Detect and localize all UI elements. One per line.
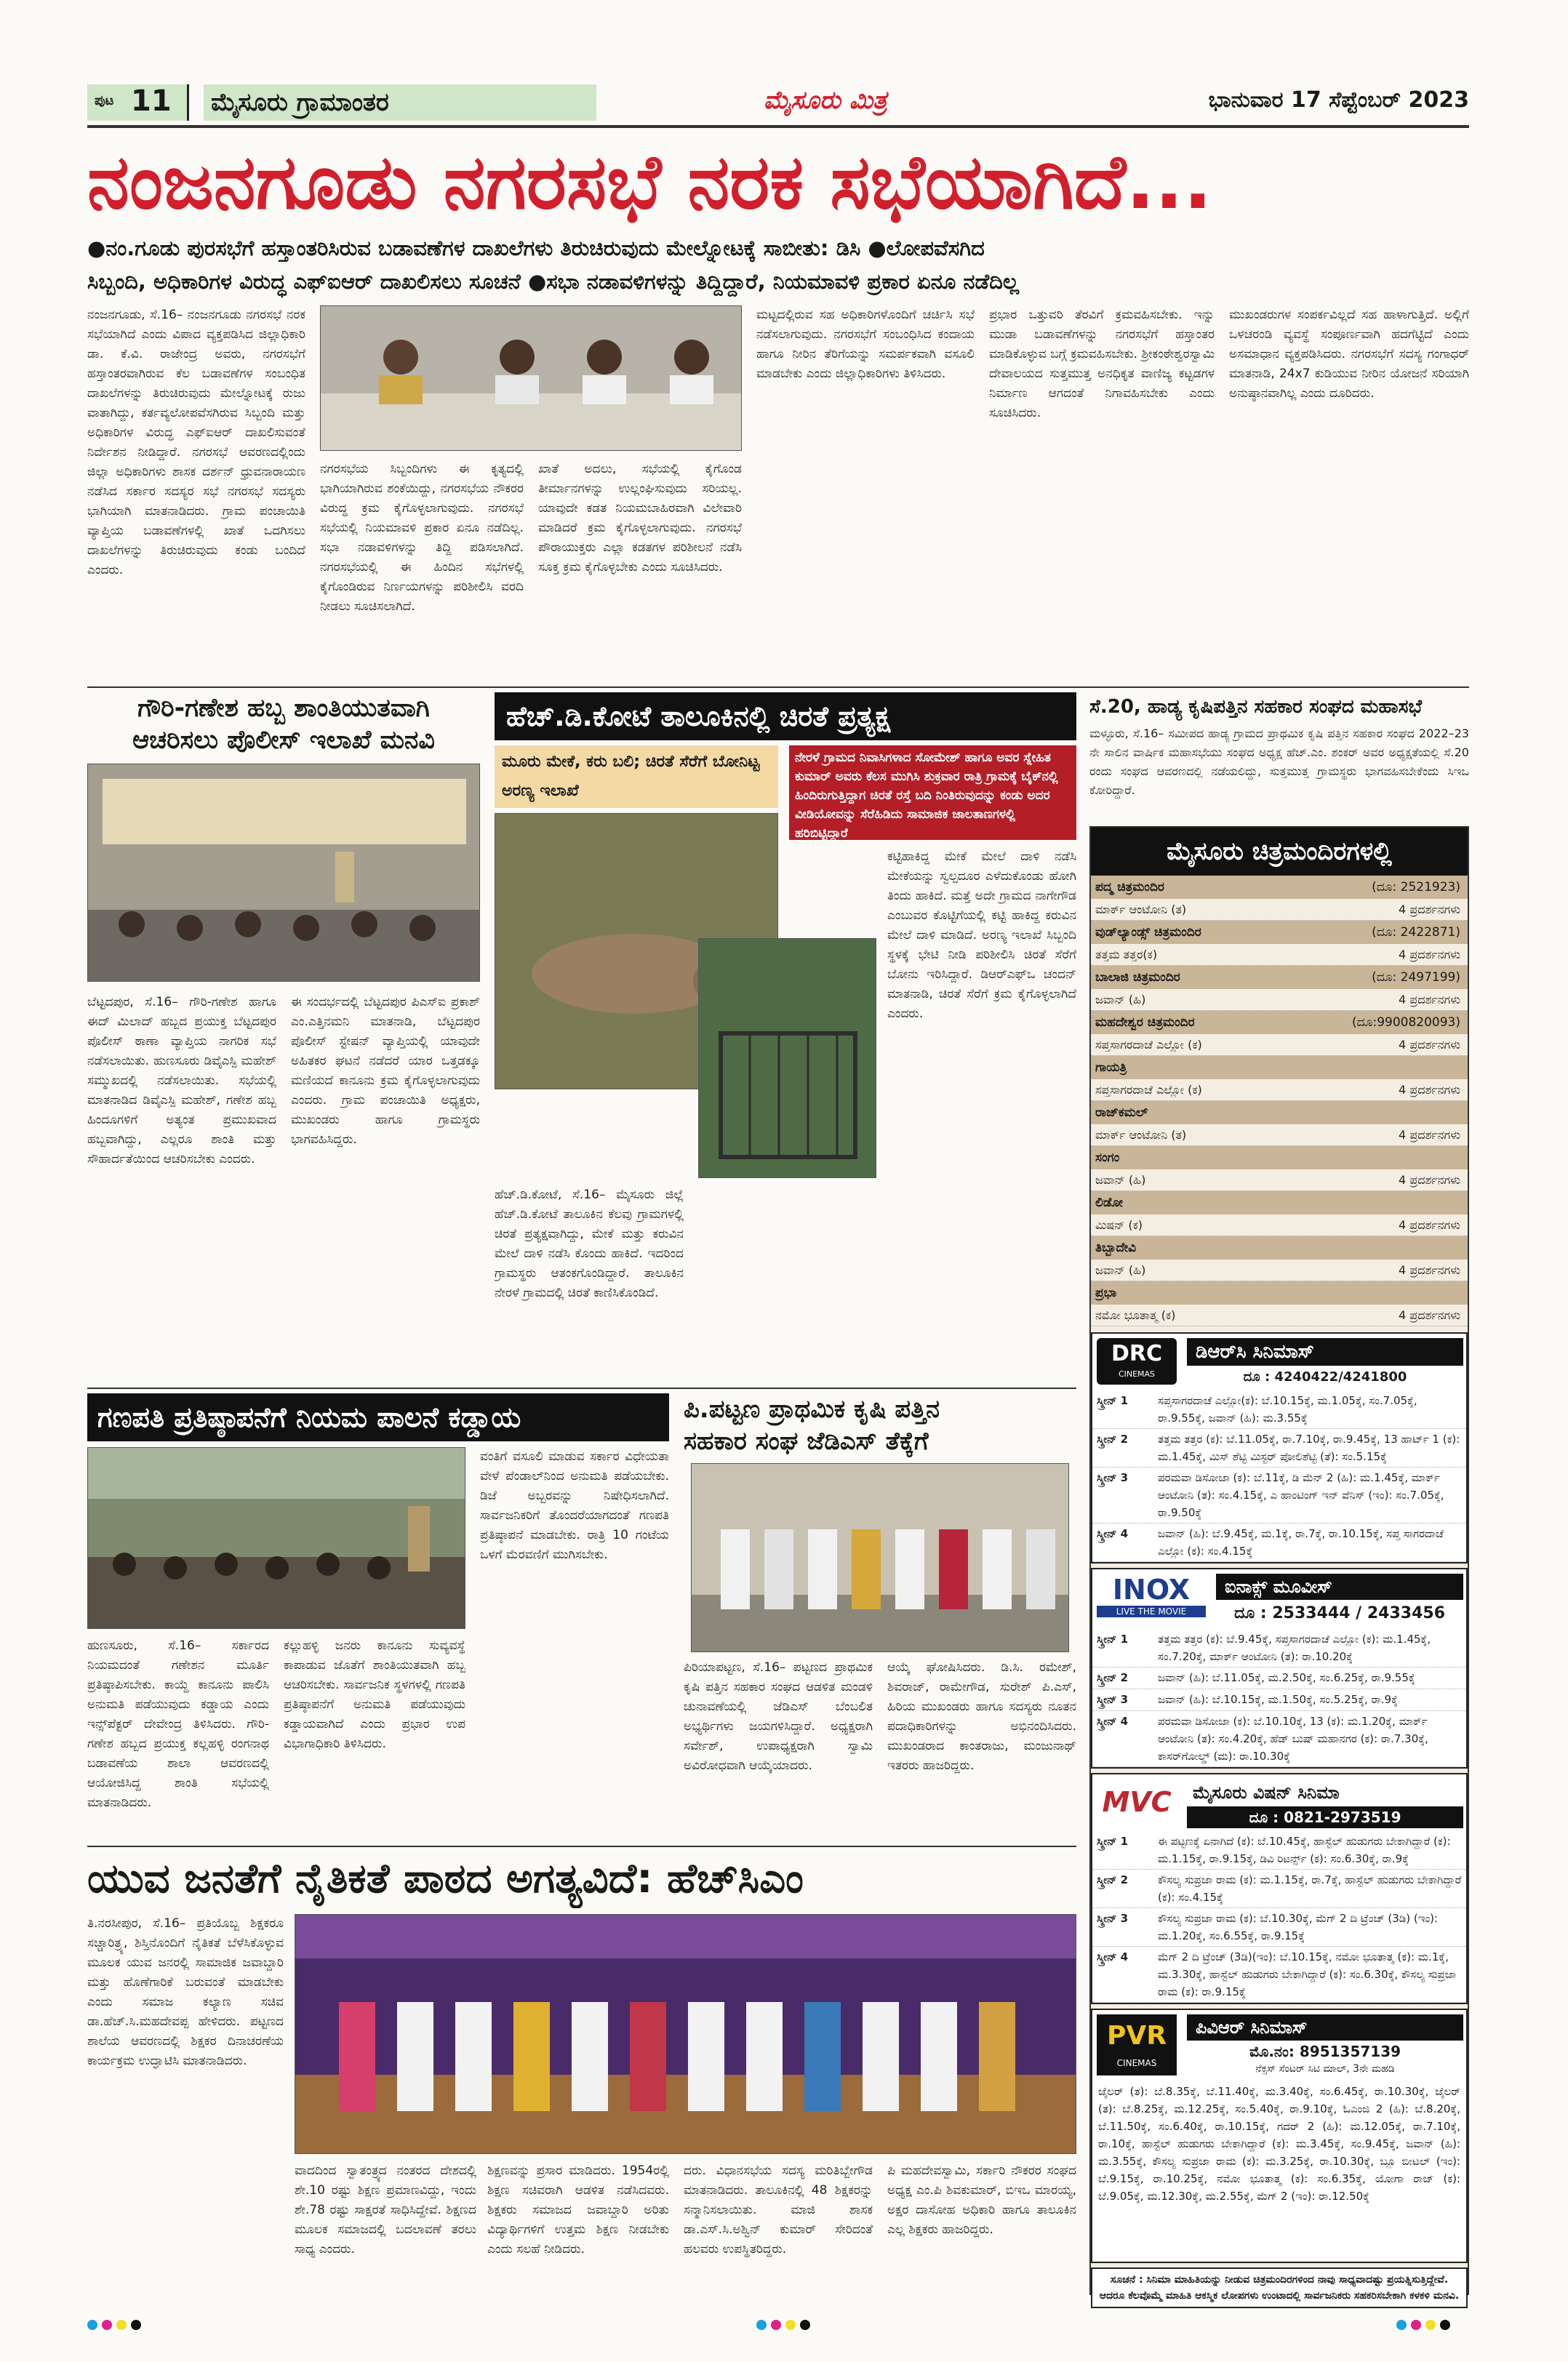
theatre-name-text: ತಿಬ್ಬಾದೇವಿ [1095,1241,1137,1255]
reg-dot-yellow-center [785,2320,796,2330]
ganesha-meeting-photo [87,764,480,982]
theatre-name [1091,1011,1468,1034]
film-show-count: 4 ಪ್ರದರ್ಶನಗಳು [1399,1083,1460,1097]
reg-dot-magenta-right [1411,2320,1421,2330]
screen-showtimes: ತತ್ತಮ ತತ್ತರ (ಕ): ಬೆ.11.05ಕ್ಕೆ, ರಾ.7.10ಕ್ಕೆ, ರಾ.9.45ಕ್ಕೆ, 13 ಹಾರ್ಟ್ 1 (ಕ): ಮ.1.45ಕ್ಕೆ, ಮಿಸ್ ಶೆಟ್ಟಿ ಮಿಸ್ಟರ್ ಪೋಲಿಶೆಟ್ಟಿ (ತೆ): ಸಂ.5.15ಕ್ಕೆ [1158,1433,1460,1463]
drc-logo: DRC CINEMAS [1097,1338,1177,1385]
pvr-name: ಪಿವಿಆರ್ ಸಿನಿಮಾಸ್ [1187,2014,1463,2041]
screen-label: ಸ್ಕ್ರೀನ್ 4 [1097,1715,1129,1728]
youth-col-3: ಶಿಕ್ಷಣವನ್ನು ಪ್ರಸಾರ ಮಾಡಿದರು. 1954ರಲ್ಲಿ ಶಿಕ್ಷಣ ಸಚಿವರಾಗಿ ಆಡಳಿತ ನಡೆಸಿದವರು. ಶಿಕ್ಷಕರು ಸಮಾಜದ ಜವಾಬ್ದಾರಿ ಅರಿತು ವಿದ್ಯಾರ್ಥಿಗಳಿಗೆ ಉತ್ತಮ ಶಿಕ್ಷಣ ನೀಡಬೇಕು ಎಂದು ಸಲಹೆ ನೀಡಿದರು. [487,2163,669,2257]
masthead [87,81,1469,125]
leopard-headline: ಹೆಚ್.ಡಿ.ಕೋಟೆ ತಾಲೂಕಿನಲ್ಲಿ ಚಿರತೆ ಪ್ರತ್ಯಕ್ಷ [495,692,1076,740]
theatre-phone: (ದೂ: 2422871) [1372,925,1460,940]
ganapati-col-2: ಹುಣಸೂರು, ಸೆ.16– ಸರ್ಕಾರದ ನಿಯಮದಂತೆ ಗಣೇಶನ ಮೂರ್ತಿ ಪ್ರತಿಷ್ಠಾಪಿಸಬೇಕು. ಕಾಯ್ದೆ ಕಾನೂನು ಪಾಲಿಸಿ ಅನುಮತಿ ಪಡೆಯುವುದು ಕಡ್ಡಾಯ ಎಂದು ಇನ್ಸ್‌ಪೆಕ್ಟರ್ ದೇವೇಂದ್ರ ತಿಳಿಸಿದರು. ಗೌರಿ-ಗಣೇಶ ಹಬ್ಬದ ಪ್ರಯುಕ್ತ ಕಲ್ಲಹಳ್ಳಿ ರಂಗನಾಥ ಬಡಾವಣೆಯ ಶಾಲಾ ಆವರಣದಲ್ಲಿ ಆಯೋಜಿಸಿದ್ದ ಶಾಂತಿ ಸಭೆಯಲ್ಲಿ ಮಾತನಾಡಿದರು. [87,1638,269,1810]
screen-label: ಸ್ಕ್ರೀನ್ 4 [1097,1950,1129,1963]
theatre-name [1091,876,1468,899]
screen-label: ಸ್ಕ್ರೀನ್ 1 [1097,1394,1129,1407]
film-show-count: 4 ಪ್ರದರ್ಶನಗಳು [1399,1263,1460,1277]
ganesha-col-1: ಬೆಟ್ಟದಪುರ, ಸೆ.16– ಗೌರಿ-ಗಣೇಶ ಹಾಗೂ ಈದ್ ಮಿಲಾದ್ ಹಬ್ಬದ ಪ್ರಯುಕ್ತ ಬೆಟ್ಟದಪುರ ಪೊಲೀಸ್ ಠಾಣಾ ವ್ಯಾಪ್ತಿಯ ನಾಗರಿಕ ಸಭೆ ನಡೆಸಲಾಯಿತು. ಹುಣಸೂರು ಡಿವೈಎಸ್ಪಿ ಮಹೇಶ್ ಸಮ್ಮುಖದಲ್ಲಿ ನಡೆಸಲಾಯಿತು. ಸಭೆಯಲ್ಲಿ ಮಾತನಾಡಿದ ಡಿವೈಎಸ್ಪಿ ಮಹೇಶ್, ಗಣೇಶ ಹಬ್ಬ ಹಿಂದೂಗಳಿಗೆ ಅತ್ಯಂತ ಪ್ರಮುಖವಾದ ಹಬ್ಬವಾಗಿದ್ದು, ಎಲ್ಲರೂ ಶಾಂತಿ ಮತ್ತು ಸೌಹಾರ್ದತೆಯಿಂದ ಆಚರಿಸಬೇಕು ಎಂದರು. [87,995,276,1166]
lead-col-1: ನಂಜನಗೂಡು, ಸೆ.16– ನಂಜನಗೂಡು ನಗರಸಭೆ ನರಕ ಸಭೆಯಾಗಿದೆ ಎಂದು ವಿಪಾದ ವ್ಯಕ್ತಪಡಿಸಿದ ಜಿಲ್ಲಾಧಿಕಾರಿ ಡಾ. ಕೆ.ವಿ. ರಾಜೇಂದ್ರ ಅವರು, ನಗರಸಭೆಗೆ ಹಸ್ತಾಂತರವಾಗಿರುವ ಕೆಲ ಬಡಾವಣೆಗಳ ಸಂಬಂಧಿತ ದಾಖಲೆಗಳನ್ನು ತಿರುಚಿರುವುದು ಮೇಲ್ನೋಟಕ್ಕೆ ರುಜು ವಾತಾಗಿದ್ದು, ಕರ್ತವ್ಯಲೋಪವೆಸಗಿರುವ ಸಿಬ್ಬಂದಿ ಮತ್ತು ಅಧಿಕಾರಿಗಳ ವಿರುದ್ಧ ಎಫ್‌ಐಆರ್ ದಾಖಲಿಸುವಂತೆ ನಿರ್ದೇಶನ ನೀಡಿದ್ದಾರೆ. ನಗರಸಭೆ ಆವರಣದಲ್ಲಿಂದು ಜಿಲ್ಲಾ ಅಧಿಕಾರಿಗಳು ಶಾಸಕ ದರ್ಶನ್ ಧ್ರುವನಾರಾಯಣ ನಡೆಸಿದ ಸರ್ಕಾರ ಸದಸ್ಯರ ಸಭೆ ನಗರಸಭೆ ಸದಸ್ಯರು ಭಾಗಿಯಾಗಿ ಮಾತನಾಡಿದರು. ಗ್ರಾಮ ಪಂಚಾಯಿತಿ ವ್ಯಾಪ್ತಿಯ ಬಡಾವಣೆಗಳಲ್ಲಿ ಖಾತೆ ಒದಗಿಸಲು ದಾಖಲೆಗಳನ್ನು ತಿರುಚಿರುವುದು ಕಂಡು ಬಂದಿದೆ ಎಂದರು. [87,308,305,577]
ganapati-photo-graphic [88,1448,465,1629]
section-title: ಮೈಸೂರು ಗ್ರಾಮಾಂತರ [204,84,596,121]
reg-dot-cyan-center [756,2320,767,2330]
screen-label: ಸ್ಕ್ರೀನ್ 1 [1097,1633,1129,1646]
reg-dot-black-right [1440,2320,1450,2330]
masthead-rule [87,125,1469,128]
film-title: ಸಪ್ತಸಾಗರದಾಚೆ ಎಲ್ಲೋ (ಕ) [1095,1083,1202,1097]
film-row [1091,1260,1468,1281]
lead-col-4: ಮಟ್ಟದಲ್ಲಿರುವ ಸಹ ಅಧಿಕಾರಿಗಳೊಂದಿಗೆ ಚರ್ಚಿಸಿ ಸಭೆ ನಡೆಸಲಾಗುವುದು. ನಗರಸಭೆಗೆ ಸಂಬಂಧಿಸಿದ ಕಂದಾಯ ಹಾಗೂ ನೀರಿನ ತೆರಿಗೆಯನ್ನು ಸಮರ್ಪಕವಾಗಿ ವಸೂಲಿ ಮಾಡಬೇಕು ಎಂದು ಜಿಲ್ಲಾಧಿಕಾರಿಗಳು ತಿಳಿಸಿದರು. [756,308,975,381]
reg-dot-yellow [116,2320,127,2330]
film-row [1091,944,1468,966]
theatre-name [1091,1281,1468,1305]
meeting-photo-graphic [321,306,742,451]
screen-showtimes: ಪರಮವಾ ಡಿಸೋಜಾ (ಕ): ಬೆ.11ಕ್ಕೆ, ಡಿ ಮೆನ್ 2 (ಹಿ): ಮ.1.45ಕ್ಕೆ, ಮಾರ್ಕ್ ಆಂಟೋನಿ (ತ): ಸಂ.4.15ಕ್ಕೆ, ಎ ಹಾಂಟಿಂಗ್ ಇನ್ ವೆನಿಸ್ (ಇಂ): ಸಂ.7.05ಕ್ಕೆ, ರಾ.9.50ಕ್ಕೆ [1158,1471,1444,1519]
drc-phone: ದೂ : 4240422/4241800 [1243,1369,1407,1385]
film-title: ಜವಾನ್ (ಹಿ) [1095,1263,1146,1277]
theatre-phone: (ದೂ: 2497199) [1372,970,1460,985]
ganesha-photo-graphic [88,764,480,982]
lead-col-5: ಪ್ರಭಾರ ಒತ್ತುವರಿ ತೆರವಿಗೆ ಕ್ರಮವಹಿಸಬೇಕು. ಇನ್ನು ಮುಡಾ ಬಡಾವಣೆಗಳನ್ನು ನಗರಸಭೆಗೆ ಹಸ್ತಾಂತರ ಮಾಡಿಕೊಳ್ಳುವ ಬಗ್ಗೆ ಕ್ರಮವಹಿಸಬೇಕು. ಶ್ರೀಕಂಠೇಶ್ವರಸ್ವಾಮಿ ದೇವಾಲಯದ ಸುತ್ತಮುತ್ತ ಅನಧಿಕೃತ ವಾಣಿಜ್ಯ ಕಟ್ಟಡಗಳ ನಿರ್ಮಾಣ ಆಗದಂತೆ ನಿಗಾವಹಿಸಬೇಕು ಎಂದು ಸೂಚಿಸಿದರು. [989,308,1215,420]
lead-col-3: ಖಾತೆ ಅದಲು, ಸಭೆಯಲ್ಲಿ ಕೈಗೊಂಡ ತೀರ್ಮಾನಗಳನ್ನು ಉಲ್ಲಂಘಿಸುವುದು ಸರಿಯಲ್ಲ. ಯಾವುದೇ ಕಡತ ನಿಯಮಬಾಹಿರವಾಗಿ ವಿಲೇವಾರಿ ಮಾಡಿದರೆ ಕ್ರಮ ಕೈಗೊಳ್ಳಲಾಗುವುದು. ನಗರಸಭೆ ಪೌರಾಯುಕ್ತರು ಎಲ್ಲಾ ಕಡತಗಳ ಪರಿಶೀಲನೆ ನಡೆಸಿ ಸೂಕ್ತ ಕ್ರಮ ಕೈಗೊಳ್ಳಬೇಕು ಎಂದು ಸೂಚಿಸಿದರು. [538,462,742,575]
pacs-headline-line-2: ಸಹಕಾರ ಸಂಘ ಜೆಡಿಎಸ್ ತೆಕ್ಕೆಗೆ [684,1427,929,1456]
theatre-name-text: ಪ್ರಭಾ [1095,1286,1117,1300]
lower-rule [87,1846,1076,1847]
coop-headline: ಸೆ.20, ಹಾಡ್ಯ ಕೃಷಿಪತ್ತಿನ ಸಹಕಾರ ಸಂಘದ ಮಹಾಸಭೆ [1089,696,1423,718]
screen-showtimes: ಮೆಗ್ 2 ದಿ ಟ್ರೆಂಚ್ (3ಡಿ)(ಇಂ): ಬೆ.10.15ಕ್ಕೆ, ನಮೋ ಭೂತಾತ್ಮ (ಕ): ಮ.1ಕ್ಕೆ, ಮ.3.30ಕ್ಕೆ, ಹಾಸ್ಟೆಲ್ ಹುಡುಗರು ಬೇಕಾಗಿದ್ದಾರೆ (ಕ): ಸಂ.6.30ಕ್ಕೆ, ಕೌಸಲ್ಯ ಸುಪ್ರಜಾ ರಾಮ (ಕ): ರಾ.9.15ಕ್ಕೆ [1158,1950,1457,1998]
screen-label: ಸ್ಕ್ರೀನ್ 2 [1097,1671,1129,1684]
film-title: ಮಾರ್ಕ್ ಆಂಟೋನಿ (ತ) [1095,902,1187,916]
film-row [1091,1305,1468,1326]
youth-col-4: ದರು. ವಿಧಾನಸಭೆಯ ಸದಸ್ಯ ಮರಿತಿಬ್ಬೇಗೌಡ ಮಾತನಾಡಿದರು. ತಾಲೂಕಿನಲ್ಲಿ 48 ಶಿಕ್ಷಕರನ್ನು ಸನ್ಮಾನಿಸಲಾಯಿತು. ಮಾಜಿ ಶಾಸಕ ಡಾ.ಎಸ್.ಸಿ.ಅಶ್ವಿನ್ ಕುಮಾರ್ ಸೇರಿದಂತೆ ಹಲವರು ಉಪಸ್ಥಿತರಿದ್ದರು. [684,2163,873,2257]
page-label: ಪುಟ [95,93,114,108]
film-row [1091,1034,1468,1056]
screen-row [1092,1668,1466,1689]
coop-body: ಮಳ್ಳೂರು, ಸೆ.16– ಸಮೀಪದ ಹಾಡ್ಯ ಗ್ರಾಮದ ಪ್ರಾಥಮಿಕ ಕೃಷಿ ಪತ್ತಿನ ಸಹಕಾರ ಸಂಘದ 2022–23 ನೇ ಸಾಲಿನ ವಾರ್ಷಿಕ ಮಹಾಸಭೆಯು ಸಂಘದ ಅಧ್ಯಕ್ಷ ಹೆಚ್.ಎಂ. ಶಂಕರ್ ಅವರ ಅಧ್ಯಕ್ಷತೆಯಲ್ಲಿ ಸೆ.20 ರಂದು ಸಂಘದ ಆವರಣದಲ್ಲಿ ನಡೆಯಲಿದ್ದು, ಸುತ್ತಮುತ್ತ ಗ್ರಾಮಸ್ಥರು ಭಾಗವಹಿಸಬೇಕೆಂದು ಸಿಇಒ ಕೋರಿದ್ದಾರೆ. [1089,726,1469,797]
reg-dot-black-center [800,2320,810,2330]
film-show-count: 4 ಪ್ರದರ್ಶನಗಳು [1399,1308,1460,1322]
theatre-phone: (ದೂ: 2521923) [1372,880,1460,894]
film-title: ಜವಾನ್ (ಹಿ) [1095,993,1146,1006]
film-title: ಮಿಷನ್ (ಕ) [1095,1218,1143,1232]
pvr-phone: ಮೊ.ನಂ: 8951357139 [1249,2043,1401,2060]
page-number: 11 [131,84,172,118]
theatre-name-text: ಗಾಯತ್ರಿ [1095,1060,1127,1075]
screen-showtimes: ಜವಾನ್ (ಹಿ): ಬೆ.9.45ಕ್ಕೆ, ಮ.1ಕ್ಕೆ, ರಾ.7ಕ್ಕೆ, ರಾ.10.15ಕ್ಕೆ, ಸಪ್ತ ಸಾಗರದಾಚೆ ಎಲ್ಲೋ (ಕ): ಸಂ.4.15ಕ್ಕೆ [1158,1527,1444,1558]
youth-col-5: ಪಿ ಮಹದೇವಸ್ವಾಮಿ, ಸರ್ಕಾರಿ ನೌಕರರ ಸಂಘದ ಅಧ್ಯಕ್ಷ ಎಂ.ಪಿ ಶಿವಕುಮಾರ್, ಬಿಇಒ ಮಾರಯ್ಯ, ಅಕ್ಷರ ದಾಸೋಹ ಅಧಿಕಾರಿ ಹಾಗೂ ತಾಲೂಕಿನ ಎಲ್ಲ ಶಿಕ್ಷಕರು ಹಾಜರಿದ್ದರು. [887,2163,1076,2237]
ganapati-col-3: ಕಲ್ಲುಹಳ್ಳಿ ಜನರು ಕಾನೂನು ಸುವ್ಯವಸ್ಥೆ ಕಾಪಾಡುವ ಜೊತೆಗೆ ಶಾಂತಿಯುತವಾಗಿ ಹಬ್ಬ ಆಚರಿಸಬೇಕು. ಸಾರ್ವಜನಿಕ ಸ್ಥಳಗಳಲ್ಲಿ ಗಣಪತಿ ಪ್ರತಿಷ್ಠಾಪನೆಗೆ ಅನುಮತಿ ಪಡೆಯುವುದು ಕಡ್ಡಾಯವಾಗಿದೆ ಎಂದು ಪ್ರಭಾರ ಉಪ ವಿಭಾಗಾಧಿಕಾರಿ ತಿಳಿಸಿದರು. [284,1638,465,1751]
film-show-count: 4 ಪ್ರದರ್ಶನಗಳು [1399,1173,1460,1187]
reg-dot-magenta-center [771,2320,781,2330]
film-row [1091,1124,1468,1146]
ganesha-headline-line-1: ಗೌರಿ-ಗಣೇಶ ಹಬ್ಬ ಶಾಂತಿಯುತವಾಗಿ [137,694,430,723]
pacs-headline-line-1: ಪಿ.ಪಟ್ಟಣ ಪ್ರಾಥಮಿಕ ಕೃಷಿ ಪತ್ತಿನ [684,1395,940,1424]
lead-col-6: ಮುಖಂಡರುಗಳ ಸಂಪರ್ಕವಿಲ್ಲದೆ ಸಹ ಹಾಳಾಗುತ್ತಿದೆ. ಅಲ್ಲಿಗೆ ಒಳಚರಂಡಿ ವ್ಯವಸ್ಥೆ ಸಂಪೂರ್ಣವಾಗಿ ಹದಗೆಟ್ಟಿದೆ ಎಂದು ಅಸಮಾಧಾನ ವ್ಯಕ್ತಪಡಿಸಿದರು. ನಗರಸಭೆಗೆ ಸದಸ್ಯ ಗಂಗಾಧರ್ ಮಾತನಾಡಿ, 24x7 ಕುಡಿಯುವ ನೀರಿನ ಯೋಜನೆ ಸರಿಯಾಗಿ ಅನುಷ್ಠಾನವಾಗಿಲ್ಲ ಎಂದು ದೂರಿದರು. [1229,308,1469,401]
theatre-name-text: ಲಿಡೋ [1095,1196,1124,1210]
pacs-col-1: ಪಿರಿಯಾಪಟ್ಟಣ, ಸೆ.16– ಪಟ್ಟಣದ ಪ್ರಾಥಮಿಕ ಕೃಷಿ ಪತ್ತಿನ ಸಹಕಾರ ಸಂಘದ ಆಡಳಿತ ಮಂಡಳಿ ಚುನಾವಣೆಯಲ್ಲಿ ಜೆಡಿಎಸ್ ಬೆಂಬಲಿತ ಅಭ್ಯರ್ಥಿಗಳು ಜಯಗಳಿಸಿದ್ದಾರೆ. ಅಧ್ಯಕ್ಷರಾಗಿ ಸರ್ವೇಶ್, ಉಪಾಧ್ಯಕ್ಷರಾಗಿ ಸ್ವಾಮಿ ಅವಿರೋಧವಾಗಿ ಆಯ್ಕೆಯಾದರು. [684,1660,873,1773]
screen-row [1092,1524,1466,1562]
screen-row [1092,1908,1466,1947]
theatre-name [1091,1191,1468,1214]
theatre-name [1091,921,1468,944]
leopard-subhead: ಮೂರು ಮೇಕೆ, ಕರು ಬಲಿ; ಚಿರತೆ ಸೆರೆಗೆ ಬೋನಿಟ್ಟ ಅರಣ್ಯ ಇಲಾಖೆ [495,745,778,808]
theatre-name [1091,966,1468,989]
theatre-name-text: ಪದ್ಮ ಚಿತ್ರಮಂದಿರ [1095,880,1164,894]
film-title: ಜವಾನ್ (ಹಿ) [1095,1173,1146,1187]
screen-showtimes: ಈ ಪಟ್ಟಣಕ್ಕೆ ಏನಾಗಿದೆ (ಕ): ಬೆ.10.45ಕ್ಕೆ, ಹಾಸ್ಟೆಲ್ ಹುಡುಗರು ಬೇಕಾಗಿದ್ದಾರೆ (ಕ): ಮ.1.15ಕ್ಕೆ, ರಾ.9.15ಕ್ಕೆ, ಡಿವಿ ರಿಟರ್ನ್ಸ್ (ಕ): ಸಂ.6.30ಕ್ಕೆ, ರಾ.9ಕ್ಕೆ [1158,1835,1451,1865]
lead-bottom-rule [87,686,1469,688]
theatre-name [1091,1101,1468,1124]
ganesha-col-2: ಈ ಸಂದರ್ಭದಲ್ಲಿ ಬೆಟ್ಟದಪುರ ಪಿಎಸ್ಐ ಪ್ರಕಾಶ್ ಎಂ.ಎತ್ತಿನಮನಿ ಮಾತನಾಡಿ, ಬೆಟ್ಟದಪುರ ಪೊಲೀಸ್ ಸ್ಟೇಷನ್ ವ್ಯಾಪ್ತಿಯಲ್ಲಿ ಯಾವುದೇ ಅಹಿತಕರ ಘಟನೆ ನಡೆದರೆ ಯಾರ ಒತ್ತಡಕ್ಕೂ ಮಣಿಯದೆ ಕಾನೂನು ಕ್ರಮ ಕೈಗೊಳ್ಳಲಾಗುವುದು ಎಂದರು. ಗ್ರಾಮ ಪಂಚಾಯಿತಿ ಅಧ್ಯಕ್ಷರು, ಮುಖಂಡರು ಹಾಗೂ ಗ್ರಾಮಸ್ಥರು ಭಾಗವಹಿಸಿದ್ದರು. [291,995,480,1147]
pvr-address: ನೆಕ್ಸಸ್ ಸೆಂಟರ್ ಸಿಟಿ ಮಾಲ್, 3ನೇ ಮಹಡಿ [1255,2063,1395,2075]
pvr-logo: PVR CINEMAS [1097,2014,1177,2075]
cinema-banner: ಮೈಸೂರು ಚಿತ್ರಮಂದಿರಗಳಲ್ಲಿ [1091,828,1468,876]
screen-row [1092,1390,1466,1429]
theatre-phone: (ದೂ:9900820093) [1352,1015,1460,1030]
screen-row [1092,1947,1466,2003]
screen-showtimes: ಜವಾನ್ (ಹಿ): ಬೆ.10.15ಕ್ಕೆ, ಮ.1.50ಕ್ಕೆ, ಸಂ.5.25ಕ್ಕೆ, ರಾ.9ಕ್ಕೆ [1158,1693,1398,1706]
film-row [1091,1169,1468,1191]
theatre-name [1091,1056,1468,1079]
screen-label: ಸ್ಕ್ರೀನ್ 3 [1097,1693,1129,1706]
film-show-count: 4 ಪ್ರದರ್ಶನಗಳು [1399,902,1460,916]
mysore-vision-cinema [1091,1773,1468,2004]
lead-subhead-1: ●ನಂ.ಗೂಡು ಪುರಸಭೆಗೆ ಹಸ್ತಾಂತರಿಸಿರುವ ಬಡಾವಣೆಗಳ ದಾಖಲೆಗಳು ತಿರುಚಿರುವುದು ಮೇಲ್ನೋಟಕ್ಕೆ ಸಾಬೀತು: ಡಿಸಿ ●ಲೋಪವೆಸಗಿದ [87,236,985,260]
screen-label: ಸ್ಕ್ರೀನ್ 1 [1097,1835,1129,1848]
reg-dot-black [131,2320,141,2330]
screen-showtimes: ಜವಾನ್ (ಹಿ): ಬೆ.11.05ಕ್ಕೆ, ಮ.2.50ಕ್ಕೆ, ಸಂ.6.25ಕ್ಕೆ, ರಾ.9.55ಕ್ಕೆ [1158,1671,1415,1684]
screen-label: ಸ್ಕ್ರೀನ್ 4 [1097,1527,1129,1540]
reg-dot-cyan [87,2320,97,2330]
theatre-list [1091,876,1468,1326]
film-show-count: 4 ಪ್ರದರ್ಶನಗಳು [1399,1038,1460,1052]
screen-label: ಸ್ಕ್ರೀನ್ 2 [1097,1433,1129,1446]
reg-dot-magenta [102,2320,112,2330]
inox-name: ಐನಾಕ್ಸ್ ಮೂವೀಸ್ [1216,1574,1463,1600]
reg-dot-yellow-right [1425,2320,1436,2330]
film-row [1091,899,1468,921]
film-title: ಮಾರ್ಕ್ ಆಂಟೋನಿ (ತ) [1095,1128,1187,1142]
film-show-count: 4 ಪ್ರದರ್ಶನಗಳು [1399,993,1460,1006]
lead-col-2: ನಗರಸಭೆಯ ಸಿಬ್ಬಂದಿಗಳು ಈ ಕೃತ್ಯದಲ್ಲಿ ಭಾಗಿಯಾಗಿರುವ ಶಂಕೆಯಿದ್ದು, ನಗರಸಭೆಯ ನೌಕರರ ವಿರುದ್ಧ ಕ್ರಮ ಕೈಗೊಳ್ಳಲಾಗುವುದು. ನಗರಸಭೆ ಸಭೆಯಲ್ಲಿ ನಿಯಮಾವಳಿ ಪ್ರಕಾರ ಏನೂ ನಡೆದಿಲ್ಲ. ಸಭಾ ನಡಾವಳಿಗಳನ್ನು ತಿದ್ದಿ ಪಡಿಸಲಾಗಿದೆ. ನಗರಸಭೆಯಲ್ಲಿ ಈ ಹಿಂದಿನ ಸಭೆಗಳಲ್ಲಿ ಕೈಗೊಂಡಿರುವ ನಿರ್ಣಯಗಳನ್ನು ಪರಿಶೀಲಿಸಿ ವರದಿ ನೀಡಲು ಸೂಚಿಸಲಾಗಿದೆ. [320,462,524,614]
leopard-col-1: ಹೆಚ್.ಡಿ.ಕೋಟೆ, ಸೆ.16– ಮೈಸೂರು ಜಿಲ್ಲೆ ಹೆಚ್.ಡಿ.ಕೋಟೆ ತಾಲೂಕಿನ ಕೆಲವು ಗ್ರಾಮಗಳಲ್ಲಿ ಚಿರತೆ ಪ್ರತ್ಯಕ್ಷವಾಗಿದ್ದು, ಮೇಕೆ ಮತ್ತು ಕರುವಿನ ಮೇಲೆ ದಾಳಿ ನಡೆಸಿ ಕೊಂದು ಹಾಕಿದೆ. ಇದರಿಂದ ಗ್ರಾಮಸ್ಥರು ಆತಂಕಗೊಂಡಿದ್ದಾರೆ. ತಾಲೂಕಿನ ನೇರಳೆ ಗ್ರಾಮದಲ್ಲಿ ಚಿರತೆ ಕಾಣಿಸಿಕೊಂಡಿದೆ. [495,1188,684,1300]
ganesha-headline [87,692,480,758]
print-registration-marks [0,2320,1568,2342]
pacs-col-2: ಆಯ್ಕೆ ಘೋಷಿಸಿದರು. ಡಿ.ಸಿ. ರಮೇಶ್, ಶಿವರಾಜ್, ರಾಮೇಗೌಡ, ಸುರೇಶ್ ಪಿ.ಎಸ್, ಹಿರಿಯ ಮುಖಂಡರು ಹಾಗೂ ಸದಸ್ಯರು ನೂತನ ಪದಾಧಿಕಾರಿಗಳನ್ನು ಅಭಿನಂದಿಸಿದರು. ಮುಖಂಡರಾದ ಕಾಂತರಾಜು, ಮಂಜುನಾಥ್ ಇತರರು ಹಾಜರಿದ್ದರು. [887,1660,1076,1773]
screen-label: ಸ್ಕ್ರೀನ್ 3 [1097,1471,1129,1484]
film-show-count: 4 ಪ್ರದರ್ಶನಗಳು [1399,1218,1460,1232]
screen-row [1092,1870,1466,1908]
pacs-photo-graphic [692,1464,1069,1652]
film-show-count: 4 ಪ್ರದರ್ಶನಗಳು [1399,1128,1460,1142]
screen-showtimes: ಕೌಸಲ್ಯ ಸುಪ್ರಜಾ ರಾಮ (ಕ): ಬೆ.10.30ಕ್ಕೆ, ಮೆಗ್ 2 ದಿ ಟ್ರೆಂಚ್ (3ಡಿ) (ಇಂ): ಮ.1.20ಕ್ಕೆ, ಸಂ.6.55ಕ್ಕೆ, ರಾ.9.15ಕ್ಕೆ [1158,1912,1439,1942]
lead-headline: ನಂಜನಗೂಡು ನಗರಸಭೆ ನರಕ ಸಭೆಯಾಗಿದೆ... [87,137,1212,226]
youth-photo-graphic [295,1915,1076,2154]
screen-showtimes: ಪರಮವಾ ಡಿಸೋಜಾ (ಕ): ಬೆ.10.10ಕ್ಕೆ, 13 (ಕ): ಮ.1.20ಕ್ಕೆ, ಮಾರ್ಕ್ ಆಂಟೋನಿ (ತ): ಸಂ.4.20ಕ್ಕೆ, ಹೆಡ್ ಬುಷ್ ಮಹಾನಗರ (ಕ): ರಾ.7.30ಕ್ಕೆ, ಕಾಸರ್‌ಗೋಲ್ಡ್ (ಮ): ರಾ.10.30ಕ್ಕೆ [1158,1715,1428,1763]
theatre-name [1091,1236,1468,1260]
mvc-logo: MVC [1102,1786,1172,1818]
issue-date: ಭಾನುವಾರ 17 ಸೆಪ್ಟೆಂಬರ್ 2023 [1208,87,1469,113]
mvc-name: ಮೈಸೂರು ವಿಷನ್ ಸಿನಿಮಾ [1193,1782,1340,1803]
film-show-count: 4 ಪ್ರದರ್ಶನಗಳು [1399,948,1460,961]
youth-col-1: ತಿ.ನರಸೀಪುರ, ಸೆ.16– ಪ್ರತಿಯೊಬ್ಬ ಶಿಕ್ಷಕರೂ ಸಚ್ಚಾರಿತ್ರ್ಯ, ಶಿಸ್ತಿನೊಂದಿಗೆ ನೈತಿಕತೆ ಬೆಳೆಸಿಕೊಳ್ಳುವ ಮೂಲಕ ಯುವ ಜನರಲ್ಲಿ ಸಾಮಾಜಿಕ ಜವಾಬ್ದಾರಿ ಮತ್ತು ಹೊಣೆಗಾರಿಕೆ ಬರುವಂತೆ ಮಾಡಬೇಕು ಎಂದು ಸಮಾಜ ಕಲ್ಯಾಣ ಸಚಿವ ಡಾ.ಹೆಚ್.ಸಿ.ಮಹದೇವಪ್ಪ ಹೇಳಿದರು. ಪಟ್ಟಣದ ಶಾಲೆಯ ಆವರಣದಲ್ಲಿ ಶಿಕ್ಷಕರ ದಿನಾಚರಣೆಯ ಕಾರ್ಯಕ್ರಮ ಉದ್ಘಾಟಿಸಿ ಮಾತನಾಡಿದರು. [87,1916,284,2068]
film-row [1091,1079,1468,1101]
inox-screens [1092,1629,1466,1767]
screen-row [1092,1429,1466,1468]
theatre-name-text: ಮಹದೇಶ್ವರ ಚಿತ್ರಮಂದಿರ [1095,1015,1195,1030]
theatre-name-text: ಬಾಲಾಜಿ ಚಿತ್ರಮಂದಿರ [1095,970,1180,985]
screen-row [1092,1689,1466,1711]
pvr-listing: ಜೈಲರ್ (ತ): ಬೆ.8.35ಕ್ಕೆ, ಬೆ.11.40ಕ್ಕೆ, ಮ.3.40ಕ್ಕೆ, ಸಂ.6.45ಕ್ಕೆ, ರಾ.10.30ಕ್ಕೆ, ಜೈಲರ್ (ತ): ಬೆ.8.25ಕ್ಕೆ, ಮ.12.25ಕ್ಕೆ, ಸಂ.5.40ಕ್ಕೆ, ರಾ.9.10ಕ್ಕೆ, ಓಎಂಜಿ 2 (ಹಿ): ಬೆ.8.20ಕ್ಕೆ, ಬೆ.11.50ಕ್ಕೆ, ಸಂ.6.40ಕ್ಕೆ, ರಾ.10.15ಕ್ಕೆ, ಗದರ್ 2 (ಹಿ): ಮ.12.05ಕ್ಕೆ, ರಾ.7.10ಕ್ಕೆ, ರಾ.10ಕ್ಕೆ, ಹಾಸ್ಟೆಲ್ ಹುಡುಗರು ಬೇಕಾಗಿದ್ದಾರೆ (ಕ): ಮ.3.45ಕ್ಕೆ, ಸಂ.9.45ಕ್ಕೆ, ಜವಾನ್ (ಹಿ): ಮ.3.55ಕ್ಕೆ, ಕೌಸಲ್ಯ ಸುಪ್ರಜಾ ರಾಮ (ಕ): ಮ.3.25ಕ್ಕೆ, ರಾ.10.30ಕ್ಕೆ, ಬ್ಲೂ ಬೀಟಲ್ (ಇಂ): ಬೆ.9.15ಕ್ಕೆ, ರಾ.10.25ಕ್ಕೆ, ನಮೋ ಭೂತಾತ್ಮ (ಕ): ಸಂ.6.35ಕ್ಕೆ, ಯೋಗಾ ರಾಜ್ (ಕ): ಬೆ.9.05ಕ್ಕೆ, ಮ.12.30ಕ್ಕೆ, ಮ.2.55ಕ್ಕೆ, ಮೆಗ್ 2 (ಇಂ): ರಾ.12.50ಕ್ಕೆ [1098,2085,1460,2203]
youth-col-2: ವಾದದಿಂದ ಸ್ವಾತಂತ್ರ್ಯದ ನಂತರದ ದೇಶದಲ್ಲಿ ಶೇ.10 ರಷ್ಟು ಶಿಕ್ಷಣ ಪ್ರಮಾಣವಿದ್ದು, ಇಂದು ಶೇ.78 ರಷ್ಟು ಸಾಕ್ಷರತೆ ಸಾಧಿಸಿದ್ದೇವೆ. ಶಿಕ್ಷಣದ ಮೂಲಕ ಸಮಾಜದಲ್ಲಿ ಬದಲಾವಣೆ ತರಲು ಸಾಧ್ಯ ಎಂದರು. [295,2163,476,2257]
ganapati-headline: ಗಣಪತಿ ಪ್ರತಿಷ್ಠಾಪನೆಗೆ ನಿಯಮ ಪಾಲನೆ ಕಡ್ಡಾಯ [87,1393,669,1441]
screen-showtimes: ಕೌಸಲ್ಯ ಸುಪ್ರಜಾ ರಾಮ (ಕ): ಮ.1.15ಕ್ಕೆ, ರಾ.7ಕ್ಕೆ, ಹಾಸ್ಟೆಲ್ ಹುಡುಗರು ಬೇಕಾಗಿದ್ದಾರೆ (ಕ): ಸಂ.4.15ಕ್ಕೆ [1158,1873,1462,1904]
youth-felicitation-photo [295,1914,1076,2154]
cinema-note: ಸೂಚನೆ : ಸಿನಿಮಾ ಮಾಹಿತಿಯನ್ನು ನೀಡುವ ಚಿತ್ರಮಂದಿರಗಳಿಂದ ನಾವು ಸಾಧ್ಯವಾದಷ್ಟು ಪ್ರಯತ್ನಿಸುತ್ತಿದ್ದೇವೆ. ಆದರೂ ಕೆಲವೊಮ್ಮೆ ಮಾಹಿತಿ ಆಕಸ್ಮಿಕ ಲೋಪಗಳು ಉಂಟಾದಲ್ಲಿ ಸಾರ್ವಜನಿಕರು ಸಹಕರಿಸಬೇಕಾಗಿ ಕಳಕಳಿ ಮನವಿ. [1091,2267,1468,2308]
pacs-headline [684,1393,1076,1459]
inox-phone: ದೂ : 2533444 / 2433456 [1233,1604,1446,1622]
paper-name: ಮೈಸೂರು ಮಿತ್ರ [764,86,887,115]
film-title: ಸಪ್ತಸಾಗರದಾಚೆ ಎಲ್ಲೋ (ಕ) [1095,1038,1202,1052]
inox-logo: INOX LIVE THE MOVIE [1097,1574,1206,1623]
screen-row [1092,1629,1466,1668]
theatre-name-text: ವುಡ್‌ಲ್ಯಾಂಡ್ಸ್ ಚಿತ್ರಮಂದಿರ [1095,925,1201,940]
film-title: ತತ್ತಮ ತತ್ತರ(ಕ) [1095,948,1158,961]
mvc-phone: ದೂ : 0821-2973519 [1187,1806,1463,1828]
ganapati-col-1: ವಂತಿಗೆ ವಸೂಲಿ ಮಾಡುವ ಸರ್ಕಾರ ವಿಧೇಯತಾ ವೇಳೆ ಪೆಂಡಾಲ್‌ನಿಂದ ಅನುಮತಿ ಪಡೆಯಬೇಕು. ಡಿಜೆ ಅಬ್ಬರವನ್ನು ನಿಷೇಧಿಸಲಾಗಿದೆ. ಸಾರ್ವಜನಿಕರಿಗೆ ತೊಂದರೆಯಾಗದಂತೆ ಗಣಪತಿ ಪ್ರತಿಷ್ಠಾಪನೆ ಮಾಡಬೇಕು. ರಾತ್ರಿ 10 ಗಂಟೆಯ ಒಳಗೆ ಮೆರವಣಿಗೆ ಮುಗಿಸಬೇಕು. [480,1449,669,1562]
lead-meeting-photo [320,305,742,451]
screen-showtimes: ಸಪ್ತಸಾಗರದಾಚೆ ಎಲ್ಲೋ(ಕ): ಬೆ.10.15ಕ್ಕೆ, ಮ.1.05ಕ್ಕೆ, ಸಂ.7.05ಕ್ಕೆ, ರಾ.9.55ಕ್ಕೆ, ಜವಾನ್ (ಹಿ): ಮ.3.55ಕ್ಕೆ [1158,1394,1417,1425]
pvr-cinemas [1091,2009,1468,2263]
screen-row [1092,1711,1466,1767]
screen-label: ಸ್ಕ್ರೀನ್ 2 [1097,1873,1129,1886]
leopard-col-2: ಕಟ್ಟಿಹಾಕಿದ್ದ ಮೇಕೆ ಮೇಲೆ ದಾಳಿ ನಡೆಸಿ ಮೇಕೆಯನ್ನು ಸ್ವಲ್ಪದೂರ ಎಳೆದುಕೊಂಡು ಹೋಗಿ ತಿಂದು ಹಾಕಿದೆ. ಮತ್ತೆ ಅದೇ ಗ್ರಾಮದ ನಾಗೇಗೌಡ ಎಂಬುವರ ಕೊಟ್ಟಿಗೆಯಲ್ಲಿ ಕಟ್ಟಿ ಹಾಕಿದ್ದ ಕರುವಿನ ಮೇಲೆ ದಾಳಿ ಮಾಡಿದೆ. ಅರಣ್ಯ ಇಲಾಖೆ ಸಿಬ್ಬಂದಿ ಸ್ಥಳಕ್ಕೆ ಭೇಟಿ ನೀಡಿ ಪರಿಶೀಲಿಸಿ ಚಿರತೆ ಸೆರೆಗೆ ಬೋನು ಇರಿಸಿದ್ದಾರೆ. ಡಿಆರ್‌ಎಫ್ಒ ಚಂದನ್ ಮಾತನಾಡಿ, ಚಿರತೆ ಸೆರೆಗೆ ಕ್ರಮ ಕೈಗೊಳ್ಳಲಾಗಿದೆ ಎಂದರು. [887,849,1076,1021]
mvc-screens [1092,1831,1466,2003]
screen-showtimes: ತತ್ತಮ ತತ್ತರ (ಕ): ಬೆ.9.45ಕ್ಕೆ, ಸಪ್ತಸಾಗರದಾಚೆ ಎಲ್ಲೋ (ಕ): ಮ.1.45ಕ್ಕೆ, ಸಂ.7.20ಕ್ಕೆ, ಮಾರ್ಕ್ ಆಂಟೋನಿ (ತ): ರಾ.10.20ಕ್ಕೆ [1158,1633,1431,1663]
drc-name: ಡಿಆರ್‌ಸಿ ಸಿನಿಮಾಸ್ [1187,1338,1463,1366]
drc-screens [1092,1390,1466,1562]
ganapati-meeting-photo [87,1447,465,1629]
theatre-name-text: ರಾಜ್‌ಕಮಲ್ [1095,1105,1148,1120]
ganesha-headline-line-2: ಆಚರಿಸಲು ಪೊಲೀಸ್ ಇಲಾಖೆ ಮನವಿ [132,726,435,755]
lead-subhead-2: ಸಿಬ್ಬಂದಿ, ಅಧಿಕಾರಿಗಳ ವಿರುದ್ಧ ಎಫ್‌ಐಆರ್ ದಾಖಲಿಸಲು ಸೂಚನೆ ●ಸಭಾ ನಡಾವಳಿಗಳನ್ನು ತಿದ್ದಿದ್ದಾರೆ, ನಿಯಮಾವಳಿ ಪ್ರಕಾರ ಏನೂ ನಡೆದಿಲ್ಲ [87,269,1020,294]
youth-headline: ಯುವ ಜನತೆಗೆ ನೈತಿಕತೆ ಪಾಠದ ಅಗತ್ಯವಿದೆ: ಹೆಚ್‌ಸಿಎಂ [87,1855,804,1902]
inox-movies [1091,1568,1468,1769]
cinema-listings [1089,826,1469,2302]
pacs-group-photo [691,1463,1069,1652]
page-label-box [87,84,189,121]
film-row [1091,989,1468,1011]
theatre-name-text: ಸಂಗಂ [1095,1150,1120,1165]
reg-dot-cyan-right [1396,2320,1407,2330]
film-title: ನಮೋ ಭೂತಾತ್ಮ (ಕ) [1095,1308,1176,1322]
leopard-kicker: ನೇರಳೆ ಗ್ರಾಮದ ನಿವಾಸಿಗಳಾದ ಸೋಮೇಶ್ ಹಾಗೂ ಅವರ ಸ್ನೇಹಿತ ಕುಮಾರ್ ಅವರು ಕೆಲಸ ಮುಗಿಸಿ ಶುಕ್ರವಾರ ರಾತ್ರಿ ಗ್ರಾಮಕ್ಕೆ ಬೈಕ್‌ನಲ್ಲಿ ಹಿಂದಿರುಗುತ್ತಿದ್ದಾಗ ಚಿರತೆ ರಸ್ತೆ ಬದಿ ನಿಂತಿರುವುದನ್ನು ಕಂಡು ಅದರ ವೀಡಿಯೋವನ್ನು ಸೆರೆಹಿಡಿದು ಸಾಮಾಜಿಕ ಜಾಲತಾಣಗಳಲ್ಲಿ ಹರಿಬಿಟ್ಟಿದ್ದಾರೆ [789,745,1076,840]
screen-row [1092,1468,1466,1524]
mid-rule [87,1388,1076,1389]
drc-cinemas [1091,1332,1468,1564]
theatre-name [1091,1146,1468,1169]
leopard-cage-photo [698,938,876,1178]
screen-label: ಸ್ಕ್ರೀನ್ 3 [1097,1912,1129,1925]
cage-photo-graphic [699,939,876,1178]
screen-row [1092,1831,1466,1870]
film-row [1091,1214,1468,1236]
